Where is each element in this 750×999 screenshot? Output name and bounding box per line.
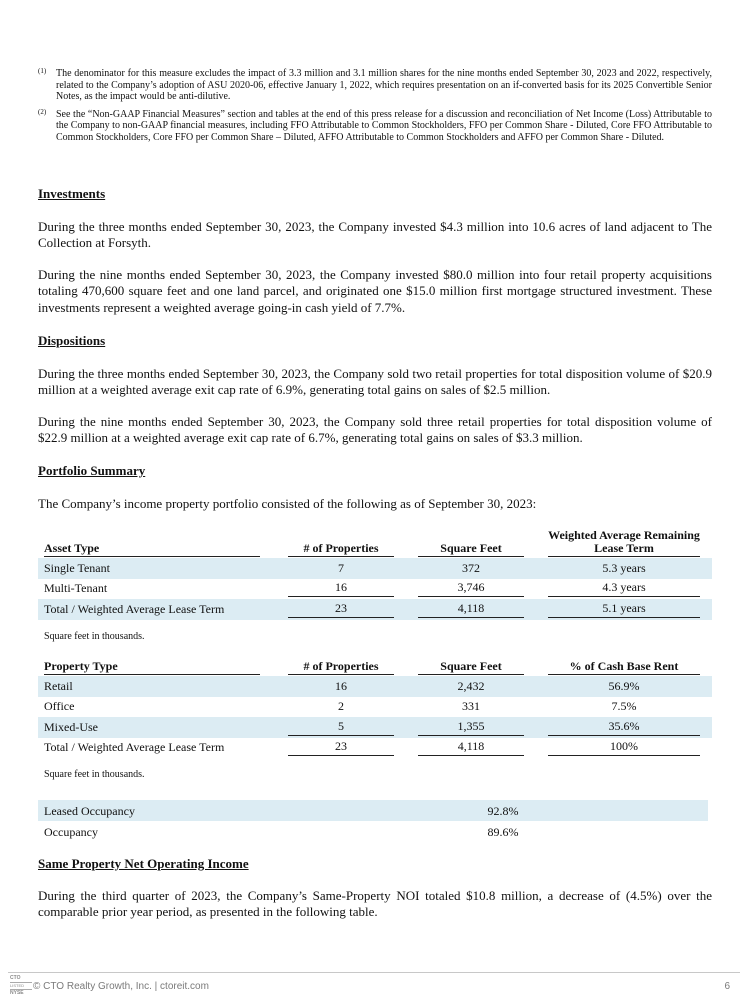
table-row (38, 697, 712, 718)
property-type-cell: Office (44, 699, 75, 714)
footer-copyright: © CTO Realty Growth, Inc. | ctoreit.com (33, 981, 209, 992)
square-feet-cell: 3,746 (418, 580, 524, 597)
properties-cell: 16 (288, 580, 394, 597)
investments-paragraph-2: During the nine months ended September 30, 2023, the Company invested $80.0 million into four retail property acquisitions totaling 470,600 square feet and one land parcel, and originated one $15.0 million first mortgage structured investment. These investments represent a weighted average going-in cash yield of 7.7%. (38, 267, 712, 315)
asset-type-table (38, 529, 712, 620)
square-feet-cell: 4,118 (418, 601, 524, 618)
cash-base-rent-cell: 56.9% (608, 678, 640, 693)
asset-type-cell: Total / Weighted Average Lease Term (38, 599, 276, 620)
lease-term-cell: 5.1 years (548, 601, 700, 618)
leased-occupancy-value: 92.8% (487, 804, 519, 818)
square-feet-cell: 1,355 (418, 719, 524, 736)
footnote-2 (38, 109, 712, 144)
property-type-cell: Retail (38, 676, 276, 697)
column-header-asset-type: Asset Type (44, 542, 260, 557)
footnotes (38, 68, 712, 150)
dispositions-paragraph-1: During the three months ended September 30, 2023, the Company sold two retail properties for total disposition volume of $20.9 million at a weighted average exit cap rate of 6.9%, generating total gains on sales of $2.5 million. (38, 366, 712, 398)
cash-base-rent-cell: 7.5% (611, 699, 637, 714)
same-property-noi-heading: Same Property Net Operating Income (38, 856, 249, 871)
table-note: Square feet in thousands. (44, 769, 145, 780)
column-header-square-feet: Square Feet (418, 660, 524, 675)
occupancy-label: Occupancy (44, 825, 98, 839)
properties-cell: 7 (338, 560, 344, 575)
properties-cell: 2 (338, 699, 344, 714)
footer-divider (8, 972, 740, 973)
logo-text-top: CTO (10, 975, 21, 981)
table-row (38, 579, 712, 600)
portfolio-intro: The Company’s income property portfolio consisted of the following as of September 30, 2023: (38, 496, 537, 511)
footnote-text: The denominator for this measure excludes the impact of 3.3 million and 3.1 million shares for the nine months ended September 30, 2023 and 2022, respectively, related to the Company’s adoption of ASU 2020-06, effective January 1, 2022, which requires presentation on an if-converted basis for its 2025 Convertible Senior Notes, as the impact would be anti-dilutive. (56, 68, 712, 103)
dispositions-paragraph-2: During the nine months ended September 30, 2023, the Company sold three retail properties for total disposition volume of $22.9 million at a weighted average exit cap rate of 6.7%, generating total gains on sales of $3.3 million. (38, 414, 712, 446)
cash-base-rent-cell: 100% (548, 739, 700, 756)
table-row (38, 558, 712, 579)
square-feet-cell: 331 (462, 699, 480, 714)
same-property-noi-paragraph: During the third quarter of 2023, the Company’s Same-Property NOI totaled $10.8 million, a decrease of (4.5%) over the comparable prior year period, as presented in the following table. (38, 888, 712, 920)
leased-occupancy-label: Leased Occupancy (44, 804, 135, 818)
properties-cell: 23 (288, 601, 394, 618)
properties-cell: 23 (288, 739, 394, 756)
lease-term-cell: 5.3 years (602, 560, 646, 575)
investments-paragraph-1: During the three months ended September 30, 2023, the Company invested $4.3 million into 10.6 acres of land adjacent to The Collection at Forsyth. (38, 219, 712, 251)
table-header-row (38, 660, 712, 676)
column-header-properties: # of Properties (288, 660, 394, 675)
portfolio-heading: Portfolio Summary (38, 463, 146, 478)
leased-occupancy-row (38, 800, 708, 821)
footnote-marker: (1) (38, 67, 47, 75)
lease-term-cell: 4.3 years (548, 580, 700, 597)
square-feet-cell: 4,118 (418, 739, 524, 756)
logo-text-bottom: NYSE (10, 990, 24, 996)
properties-cell: 5 (288, 719, 394, 736)
company-logo (10, 975, 32, 997)
asset-type-cell: Multi-Tenant (44, 581, 108, 596)
occupancy-value: 89.6% (487, 825, 519, 839)
property-type-cell: Mixed-Use (38, 717, 276, 738)
table-total-row (38, 738, 712, 759)
properties-cell: 16 (335, 678, 347, 693)
cash-base-rent-cell: 35.6% (548, 719, 700, 736)
page-number: 6 (724, 981, 730, 992)
square-feet-cell: 2,432 (457, 678, 485, 693)
footnote-marker: (2) (38, 107, 47, 116)
column-header-cash-base-rent: % of Cash Base Rent (548, 660, 700, 675)
column-header-square-feet: Square Feet (418, 542, 524, 557)
asset-type-cell: Single Tenant (38, 558, 276, 579)
property-type-cell: Total / Weighted Average Lease Term (44, 740, 225, 755)
column-header-properties: # of Properties (288, 542, 394, 557)
table-header-row (38, 529, 712, 558)
table-note: Square feet in thousands. (44, 631, 145, 642)
column-header-lease-term: Weighted Average Remaining Lease Term (548, 528, 700, 555)
footnote-1 (38, 68, 712, 103)
investments-heading: Investments (38, 186, 106, 201)
property-type-table (38, 660, 712, 758)
occupancy-row (38, 821, 708, 842)
square-feet-cell: 372 (462, 560, 480, 575)
dispositions-heading: Dispositions (38, 333, 106, 348)
table-row (38, 717, 712, 738)
logo-text-middle: LISTED (10, 982, 32, 991)
table-row (38, 676, 712, 697)
footnote-text: See the “Non-GAAP Financial Measures” section and tables at the end of this press release for a discussion and reconciliation of Net Income (Loss) Attributable to the Company to non-GAAP financial measures, including FFO Attributable to Common Stockholders, FFO per Common Share - Diluted, Core FFO Attributable to Common Stockholders, Core FFO per Common Share – Diluted, AFFO Attributable to Common Stockholders and AFFO per Common Share - Diluted. (56, 108, 712, 143)
column-header-property-type: Property Type (44, 660, 260, 675)
table-total-row (38, 599, 712, 620)
